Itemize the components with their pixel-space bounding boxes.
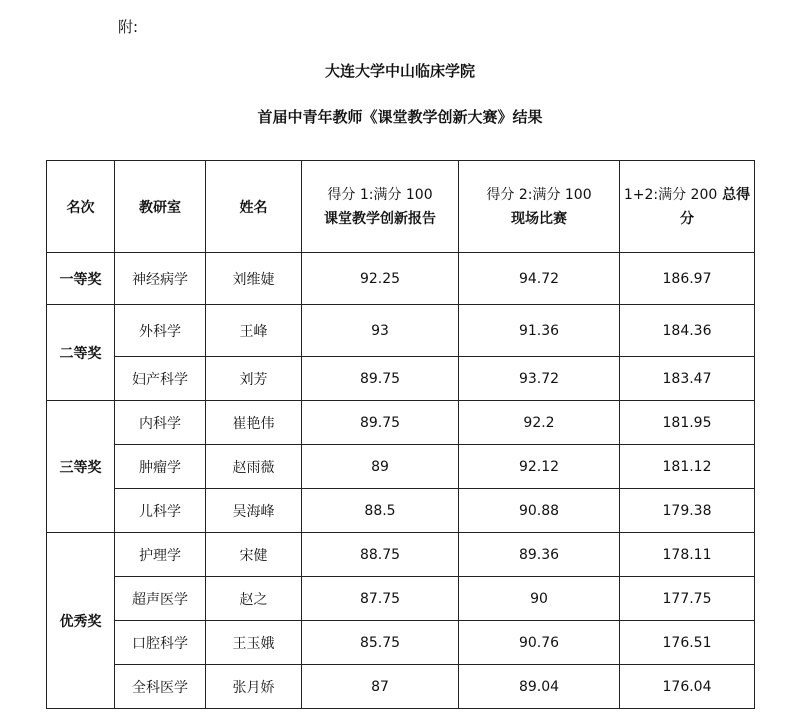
score2-cell: 93.72	[459, 357, 620, 401]
table-row	[47, 401, 755, 445]
total-cell: 176.04	[620, 665, 755, 709]
header-score1-line2: 课堂教学创新报告	[324, 210, 436, 227]
document-title: 大连大学中山临床学院	[324, 62, 475, 80]
name-cell: 刘芳	[206, 357, 302, 401]
table-row	[47, 445, 755, 489]
header-score2-line1: 得分 2:满分 100	[486, 186, 592, 203]
dept-cell: 儿科学	[115, 489, 206, 533]
results-table	[46, 160, 755, 709]
score2-cell: 90.76	[459, 621, 620, 665]
rank-cell: 优秀奖	[47, 533, 115, 709]
table-row	[47, 621, 755, 665]
header-dept: 教研室	[115, 161, 206, 253]
score1-cell: 87.75	[302, 577, 459, 621]
score1-cell: 85.75	[302, 621, 459, 665]
name-cell: 吴海峰	[206, 489, 302, 533]
total-cell: 183.47	[620, 357, 755, 401]
dept-cell: 护理学	[115, 533, 206, 577]
header-score2-line2: 现场比赛	[511, 210, 567, 227]
score2-cell: 92.2	[459, 401, 620, 445]
dept-cell: 全科医学	[115, 665, 206, 709]
header-total-plain: 1+2:满分 200	[623, 186, 718, 203]
name-cell: 刘维婕	[206, 253, 302, 305]
table-row	[47, 533, 755, 577]
total-cell: 181.95	[620, 401, 755, 445]
score2-cell: 90.88	[459, 489, 620, 533]
name-cell: 宋健	[206, 533, 302, 577]
header-score2	[459, 161, 620, 253]
dept-cell: 肿瘤学	[115, 445, 206, 489]
rank-cell: 三等奖	[47, 401, 115, 533]
header-score1	[302, 161, 459, 253]
table-body	[47, 253, 755, 709]
name-cell: 赵雨薇	[206, 445, 302, 489]
score1-cell: 89	[302, 445, 459, 489]
table-row	[47, 577, 755, 621]
appendix-label: 附:	[118, 18, 139, 36]
header-rank: 名次	[47, 161, 115, 253]
table-row	[47, 253, 755, 305]
table-row	[47, 665, 755, 709]
total-cell: 181.12	[620, 445, 755, 489]
score1-cell: 89.75	[302, 357, 459, 401]
name-cell: 张月娇	[206, 665, 302, 709]
score2-cell: 92.12	[459, 445, 620, 489]
score2-cell: 94.72	[459, 253, 620, 305]
name-cell: 崔艳伟	[206, 401, 302, 445]
score2-cell: 89.04	[459, 665, 620, 709]
rank-cell: 一等奖	[47, 253, 115, 305]
dept-cell: 妇产科学	[115, 357, 206, 401]
total-cell: 184.36	[620, 305, 755, 357]
score1-cell: 88.75	[302, 533, 459, 577]
name-cell: 赵之	[206, 577, 302, 621]
table-header-row	[47, 161, 755, 253]
name-cell: 王峰	[206, 305, 302, 357]
rank-cell: 二等奖	[47, 305, 115, 401]
total-cell: 177.75	[620, 577, 755, 621]
table-row	[47, 489, 755, 533]
name-cell: 王玉娥	[206, 621, 302, 665]
score1-cell: 92.25	[302, 253, 459, 305]
total-cell: 179.38	[620, 489, 755, 533]
score1-cell: 88.5	[302, 489, 459, 533]
score2-cell: 91.36	[459, 305, 620, 357]
dept-cell: 超声医学	[115, 577, 206, 621]
score1-cell: 89.75	[302, 401, 459, 445]
header-name: 姓名	[206, 161, 302, 253]
score2-cell: 89.36	[459, 533, 620, 577]
header-score1-line1: 得分 1:满分 100	[327, 186, 433, 203]
score1-cell: 87	[302, 665, 459, 709]
dept-cell: 内科学	[115, 401, 206, 445]
dept-cell: 神经病学	[115, 253, 206, 305]
table-row	[47, 357, 755, 401]
total-cell: 178.11	[620, 533, 755, 577]
dept-cell: 口腔科学	[115, 621, 206, 665]
score1-cell: 93	[302, 305, 459, 357]
total-cell: 186.97	[620, 253, 755, 305]
table-row	[47, 305, 755, 357]
dept-cell: 外科学	[115, 305, 206, 357]
score2-cell: 90	[459, 577, 620, 621]
header-total-bold: 总得	[722, 186, 751, 203]
total-cell: 176.51	[620, 621, 755, 665]
header-total	[620, 161, 755, 253]
header-total-line2: 分	[680, 210, 694, 227]
document-subtitle: 首届中青年教师《课堂教学创新大赛》结果	[257, 108, 543, 126]
